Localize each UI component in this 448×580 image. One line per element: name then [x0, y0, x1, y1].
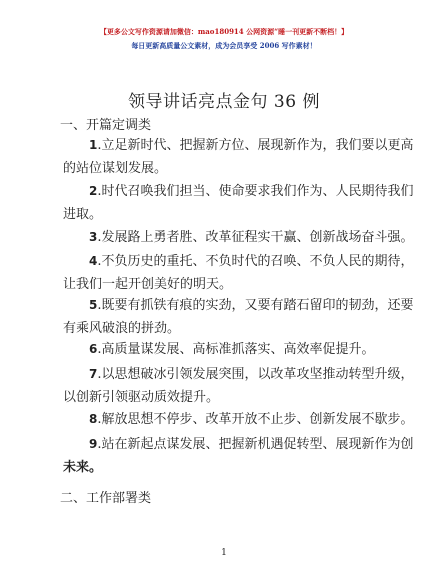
- list-item: [63, 294, 414, 340]
- item-text-line-2: 未来。: [63, 460, 103, 475]
- item-text-line-1: .发展路上勇者胜、改革征程实干赢、创新战场奋斗强。: [97, 230, 414, 245]
- item-number: 2: [89, 184, 98, 198]
- list-item: [63, 180, 414, 226]
- item-text-line-2: 以创新引领驱动质效提升。: [63, 390, 220, 405]
- item-number: 8: [89, 412, 98, 426]
- item-text-line-1: .时代召唤我们担当、使命要求我们作为、人民期待我们: [97, 184, 414, 199]
- item-text-line-2: 进取。: [63, 207, 103, 222]
- list-item: [63, 250, 414, 296]
- item-text-line-1: .解放思想不停步、改革开放不止步、创新发展不歇步。: [97, 412, 414, 427]
- item-number: 6: [89, 342, 98, 356]
- item-text-line-2: 有乘风破浪的拼劲。: [63, 321, 181, 336]
- list-item: [63, 408, 414, 431]
- item-text-line-2: 让我们一起开创美好的明天。: [63, 277, 233, 292]
- item-number: 1: [89, 138, 98, 152]
- page-number: 1: [221, 548, 227, 558]
- promo-banner-line-1: 【更多公文写作资源请加微信：mao180914 公网资源“睡一刊更新不断档！】: [99, 27, 349, 36]
- list-item: [63, 338, 389, 361]
- promo-banner-line-2: 每日更新高质量公文素材，成为会员享受 2006 写作素材！: [131, 41, 317, 50]
- section-heading-opening: 一、开篇定调类: [60, 118, 152, 133]
- item-number: 9: [89, 437, 98, 451]
- document-title: 领导讲话亮点金句 36 例: [128, 92, 320, 112]
- item-text-line-1: .高质量谋发展、高标准抓落实、高效率促提升。: [97, 342, 375, 357]
- item-number: 3: [89, 230, 98, 244]
- item-text-line-1: .以思想破冰引领发展突围，以改革攻坚推动转型升级，: [97, 367, 414, 382]
- list-item: [63, 134, 414, 180]
- item-number: 7: [89, 367, 98, 381]
- item-number: 4: [89, 254, 98, 268]
- list-item: [63, 433, 414, 479]
- section-heading-work-deployment: 二、工作部署类: [60, 491, 152, 506]
- item-text-line-2: 的站位谋划发展。: [63, 161, 168, 176]
- list-item: [63, 226, 414, 249]
- item-text-line-1: .既要有抓铁有痕的实劲，又要有踏石留印的韧劲，还要: [97, 298, 414, 313]
- list-item: [63, 363, 414, 409]
- item-text-line-1: .站在新起点谋发展、把握新机遇促转型、展现新作为创: [97, 437, 414, 452]
- item-text-line-1: .立足新时代、把握新方位、展现新作为，我们要以更高: [97, 138, 414, 153]
- item-number: 5: [89, 298, 98, 312]
- item-text-line-1: .不负历史的重托、不负时代的召唤、不负人民的期待，: [97, 254, 414, 269]
